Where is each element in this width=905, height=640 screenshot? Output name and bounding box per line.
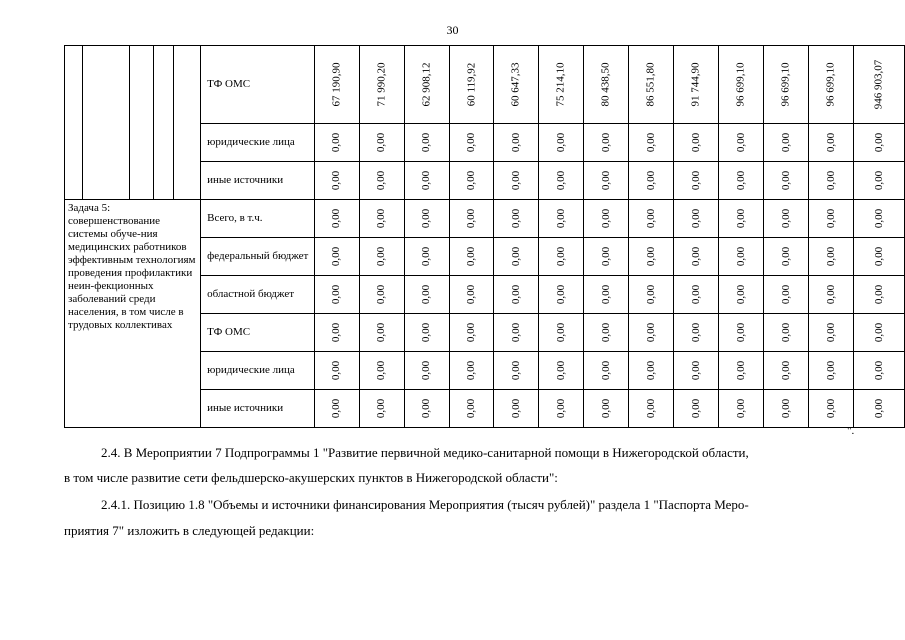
value-cell [809, 46, 854, 124]
value-text: 0,00 [734, 360, 747, 381]
value-cell [629, 238, 674, 276]
value-text: 0,00 [465, 208, 478, 229]
value-text: 0,00 [599, 322, 612, 343]
value-text: 0,00 [554, 360, 567, 381]
value-cell [314, 162, 359, 200]
value-cell [629, 352, 674, 390]
value-text: 0,00 [824, 246, 837, 267]
value-cell [764, 200, 809, 238]
value-cell [584, 390, 629, 428]
value-cell [404, 314, 449, 352]
value-cell [764, 124, 809, 162]
empty-cell [174, 46, 201, 200]
value-text: 80 438,50 [599, 62, 612, 107]
value-text: 0,00 [644, 132, 657, 153]
value-cell [809, 390, 854, 428]
value-text: 0,00 [599, 360, 612, 381]
value-cell [764, 390, 809, 428]
value-cell [449, 46, 494, 124]
empty-cell [129, 46, 153, 200]
value-text: 0,00 [554, 208, 567, 229]
value-cell [404, 238, 449, 276]
value-cell [449, 314, 494, 352]
value-text: 0,00 [330, 360, 343, 381]
value-text: 0,00 [375, 398, 388, 419]
funding-source-label: иные источники [201, 162, 315, 200]
empty-cell [153, 46, 173, 200]
value-cell [674, 162, 719, 200]
value-cell [764, 276, 809, 314]
value-cell [584, 238, 629, 276]
value-text: 0,00 [599, 170, 612, 191]
value-cell [359, 200, 404, 238]
value-text: 0,00 [734, 322, 747, 343]
value-cell [539, 390, 584, 428]
value-text: 0,00 [644, 208, 657, 229]
value-text: 0,00 [465, 246, 478, 267]
value-cell [674, 46, 719, 124]
page-number: 30 [446, 23, 459, 37]
value-text: 0,00 [689, 322, 702, 343]
value-cell [539, 200, 584, 238]
value-text: 0,00 [824, 398, 837, 419]
value-text: 0,00 [824, 132, 837, 153]
value-text: 0,00 [375, 360, 388, 381]
value-cell [629, 200, 674, 238]
value-text: 75 214,10 [554, 62, 567, 107]
value-text: 0,00 [734, 132, 747, 153]
value-text: 0,00 [734, 284, 747, 305]
value-cell [404, 162, 449, 200]
value-cell [629, 390, 674, 428]
value-text: 0,00 [554, 170, 567, 191]
value-cell [854, 200, 905, 238]
value-text: 67 190,90 [330, 62, 343, 107]
value-cell [314, 124, 359, 162]
value-cell [674, 124, 719, 162]
value-text: 0,00 [554, 284, 567, 305]
financing-table [64, 45, 905, 428]
value-cell [809, 276, 854, 314]
value-cell [764, 314, 809, 352]
value-text: 0,00 [872, 322, 885, 343]
value-cell [404, 200, 449, 238]
value-cell [494, 238, 539, 276]
value-text: 62 908,12 [420, 62, 433, 107]
value-text: 0,00 [599, 208, 612, 229]
value-text: 0,00 [734, 170, 747, 191]
value-text: 0,00 [554, 322, 567, 343]
value-text: 0,00 [599, 284, 612, 305]
value-cell [674, 200, 719, 238]
value-text: 946 903,07 [872, 59, 885, 110]
value-cell [719, 276, 764, 314]
value-text: 0,00 [872, 132, 885, 153]
value-text: 0,00 [734, 246, 747, 267]
value-text: 0,00 [872, 398, 885, 419]
value-cell [764, 46, 809, 124]
value-cell [359, 46, 404, 124]
value-text: 0,00 [420, 284, 433, 305]
funding-source-label: юридические лица [201, 352, 315, 390]
value-text: 0,00 [554, 398, 567, 419]
value-cell [404, 46, 449, 124]
value-text: 0,00 [509, 246, 522, 267]
value-cell [314, 46, 359, 124]
value-text: 0,00 [465, 322, 478, 343]
value-text: 96 699,10 [734, 62, 747, 107]
value-text: 71 990,20 [375, 62, 388, 107]
value-text: 0,00 [779, 246, 792, 267]
value-text: 60 119,92 [465, 62, 478, 107]
value-text: 0,00 [420, 360, 433, 381]
value-cell [404, 124, 449, 162]
value-cell [449, 124, 494, 162]
value-cell [674, 390, 719, 428]
value-text: 0,00 [509, 208, 522, 229]
value-cell [584, 200, 629, 238]
value-text: 0,00 [779, 398, 792, 419]
value-cell [314, 200, 359, 238]
value-cell [494, 314, 539, 352]
value-text: 0,00 [330, 170, 343, 191]
value-cell [809, 352, 854, 390]
value-text: 0,00 [824, 208, 837, 229]
value-cell [629, 124, 674, 162]
value-cell [584, 124, 629, 162]
value-cell [539, 238, 584, 276]
value-cell [539, 352, 584, 390]
value-cell [809, 238, 854, 276]
value-cell [584, 352, 629, 390]
value-cell [764, 238, 809, 276]
value-cell [404, 276, 449, 314]
paragraph-2-4-line-2: в том числе развитие сети фельдшерско-акушерских пунктов в Нижегородской области": [64, 470, 558, 485]
funding-source-label: федеральный бюджет [201, 238, 315, 276]
value-text: 0,00 [420, 246, 433, 267]
value-text: 0,00 [375, 132, 388, 153]
value-cell [449, 200, 494, 238]
value-cell [404, 390, 449, 428]
value-cell [719, 352, 764, 390]
value-cell [719, 238, 764, 276]
value-cell [809, 124, 854, 162]
value-cell [584, 162, 629, 200]
value-text: 0,00 [509, 284, 522, 305]
value-cell [449, 238, 494, 276]
value-text: 0,00 [872, 170, 885, 191]
value-cell [494, 276, 539, 314]
value-cell [629, 162, 674, 200]
value-text: 0,00 [375, 246, 388, 267]
value-text: 0,00 [554, 132, 567, 153]
value-text: 0,00 [509, 398, 522, 419]
value-text: 0,00 [420, 398, 433, 419]
value-text: 0,00 [689, 398, 702, 419]
value-cell [629, 46, 674, 124]
value-cell [629, 314, 674, 352]
value-text: 0,00 [644, 284, 657, 305]
value-text: 0,00 [779, 170, 792, 191]
value-cell [359, 390, 404, 428]
funding-source-label: иные источники [201, 390, 315, 428]
value-cell [674, 238, 719, 276]
value-text: 0,00 [465, 398, 478, 419]
value-text: 0,00 [330, 398, 343, 419]
value-text: 0,00 [465, 132, 478, 153]
value-cell [809, 314, 854, 352]
table-row [65, 46, 905, 124]
value-text: 0,00 [599, 398, 612, 419]
value-cell [854, 276, 905, 314]
value-cell [539, 276, 584, 314]
value-text: 0,00 [689, 132, 702, 153]
value-cell [359, 124, 404, 162]
paragraph-2-4-line-1: 2.4. В Мероприятии 7 Подпрограммы 1 "Развитие первичной медико-санитарной помощи в Нижегородской области, [101, 445, 749, 460]
value-cell [494, 352, 539, 390]
funding-source-label: ТФ ОМС [201, 46, 315, 124]
value-text: 0,00 [509, 322, 522, 343]
value-text: 0,00 [375, 208, 388, 229]
value-text: 0,00 [779, 322, 792, 343]
value-text: 0,00 [554, 246, 567, 267]
value-text: 0,00 [689, 208, 702, 229]
value-cell [314, 352, 359, 390]
value-text: 0,00 [509, 132, 522, 153]
value-cell [854, 124, 905, 162]
value-cell [854, 390, 905, 428]
value-text: 0,00 [872, 208, 885, 229]
empty-cell [82, 46, 129, 200]
empty-cell [65, 46, 83, 200]
value-cell [359, 314, 404, 352]
value-cell [719, 162, 764, 200]
value-text: 0,00 [330, 132, 343, 153]
value-cell [359, 238, 404, 276]
funding-source-label: областной бюджет [201, 276, 315, 314]
value-cell [449, 390, 494, 428]
value-cell [494, 162, 539, 200]
value-text: 0,00 [420, 208, 433, 229]
value-cell [314, 314, 359, 352]
value-cell [314, 276, 359, 314]
value-cell [404, 352, 449, 390]
value-text: 0,00 [779, 360, 792, 381]
value-cell [494, 200, 539, 238]
value-text: 0,00 [872, 360, 885, 381]
value-text: 0,00 [330, 246, 343, 267]
value-text: 0,00 [734, 208, 747, 229]
value-cell [854, 314, 905, 352]
funding-source-label: ТФ ОМС [201, 314, 315, 352]
value-cell [719, 124, 764, 162]
value-text: 0,00 [824, 360, 837, 381]
funding-source-label: юридические лица [201, 124, 315, 162]
value-text: 0,00 [375, 284, 388, 305]
value-cell [539, 162, 584, 200]
value-text: 0,00 [420, 170, 433, 191]
closing-quote-mark: ". [847, 425, 855, 437]
value-text: 0,00 [644, 360, 657, 381]
value-cell [809, 200, 854, 238]
value-text: 0,00 [509, 170, 522, 191]
value-text: 0,00 [779, 284, 792, 305]
value-text: 0,00 [509, 360, 522, 381]
value-text: 0,00 [824, 322, 837, 343]
value-text: 0,00 [465, 170, 478, 191]
value-cell [449, 276, 494, 314]
value-cell [539, 314, 584, 352]
value-cell [494, 46, 539, 124]
value-cell [359, 352, 404, 390]
value-cell [494, 124, 539, 162]
value-text: 0,00 [824, 284, 837, 305]
value-cell [359, 162, 404, 200]
value-cell [494, 390, 539, 428]
value-text: 0,00 [465, 360, 478, 381]
value-text: 0,00 [330, 208, 343, 229]
value-text: 0,00 [644, 246, 657, 267]
value-text: 96 699,10 [824, 62, 837, 107]
value-text: 0,00 [599, 246, 612, 267]
task-5-description: Задача 5: совершенствование системы обуче-ния медицинских работников эффективным технологиям проведения профилактики неин-фекционных заболеваний среди населения, в том числе в трудовых коллективах [65, 200, 201, 428]
value-cell [854, 238, 905, 276]
value-text: 0,00 [644, 398, 657, 419]
value-text: 0,00 [779, 208, 792, 229]
value-cell [674, 352, 719, 390]
funding-source-label: Всего, в т.ч. [201, 200, 315, 238]
value-text: 0,00 [872, 246, 885, 267]
value-cell [539, 46, 584, 124]
paragraph-2-4-1-line-1: 2.4.1. Позицию 1.8 "Объемы и источники финансирования Мероприятия (тысяч рублей)" раздела 1 "Паспорта Меро- [101, 497, 749, 512]
value-text: 0,00 [375, 322, 388, 343]
value-cell [314, 238, 359, 276]
value-text: 0,00 [420, 322, 433, 343]
value-text: 96 699,10 [779, 62, 792, 107]
value-cell [539, 124, 584, 162]
value-text: 0,00 [779, 132, 792, 153]
paragraph-2-4-1-line-2: приятия 7" изложить в следующей редакции: [64, 523, 315, 538]
value-cell [854, 162, 905, 200]
value-text: 0,00 [330, 322, 343, 343]
value-text: 86 551,80 [644, 62, 657, 107]
value-cell [809, 162, 854, 200]
value-text: 0,00 [872, 284, 885, 305]
value-text: 0,00 [465, 284, 478, 305]
value-cell [584, 276, 629, 314]
value-cell [764, 352, 809, 390]
value-text: 0,00 [689, 170, 702, 191]
table-row [65, 200, 905, 238]
value-cell [719, 46, 764, 124]
value-cell [854, 46, 905, 124]
value-cell [449, 352, 494, 390]
value-cell [629, 276, 674, 314]
value-cell [584, 46, 629, 124]
value-text: 0,00 [689, 360, 702, 381]
value-text: 0,00 [420, 132, 433, 153]
value-cell [674, 314, 719, 352]
value-cell [449, 162, 494, 200]
value-text: 0,00 [599, 132, 612, 153]
value-cell [674, 276, 719, 314]
value-text: 0,00 [689, 246, 702, 267]
value-text: 0,00 [330, 284, 343, 305]
value-text: 91 744,90 [689, 62, 702, 107]
value-cell [764, 162, 809, 200]
value-text: 0,00 [644, 170, 657, 191]
value-cell [314, 390, 359, 428]
value-cell [719, 390, 764, 428]
value-cell [719, 200, 764, 238]
value-text: 0,00 [824, 170, 837, 191]
value-text: 0,00 [644, 322, 657, 343]
value-cell [719, 314, 764, 352]
value-text: 0,00 [375, 170, 388, 191]
value-text: 0,00 [734, 398, 747, 419]
value-cell [584, 314, 629, 352]
value-cell [854, 352, 905, 390]
value-cell [359, 276, 404, 314]
value-text: 60 647,33 [509, 62, 522, 107]
value-text: 0,00 [689, 284, 702, 305]
